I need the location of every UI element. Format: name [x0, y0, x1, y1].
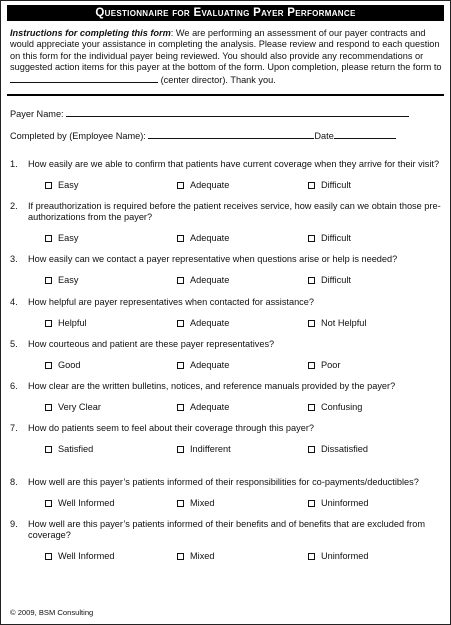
answer-option-label: Mixed [190, 551, 215, 561]
answer-option-label: Difficult [321, 275, 351, 285]
question-number: 5. [10, 339, 18, 349]
completed-by-label: Completed by (Employee Name): [10, 131, 146, 141]
payer-name-label: Payer Name: [10, 109, 64, 119]
question-line: How easily can we contact a payer representative when questions arise or help is needed? [28, 254, 398, 264]
question-line: How courteous and patient are these payer representatives? [28, 339, 275, 349]
answer-option-label: Adequate [190, 402, 230, 412]
copyright-footer: © 2009, BSM Consulting [10, 608, 94, 617]
answer-option[interactable] [177, 402, 229, 413]
answer-option-label: Dissatisfied [321, 444, 368, 454]
answer-option[interactable] [45, 233, 78, 244]
section-divider [7, 94, 444, 96]
answer-option-label: Difficult [321, 233, 351, 243]
date-field[interactable] [334, 129, 396, 139]
checkbox[interactable] [308, 553, 315, 560]
question-number: 4. [10, 297, 18, 307]
answer-option-label: Well Informed [58, 498, 115, 508]
answer-option[interactable] [308, 318, 366, 329]
question-line: How helpful are payer representatives when contacted for assistance? [28, 297, 314, 307]
instructions-block [10, 28, 442, 86]
answer-option[interactable] [45, 318, 87, 329]
answer-option-label: Difficult [321, 180, 351, 190]
question-line: How do patients seem to feel about their coverage through this payer? [28, 423, 315, 433]
checkbox[interactable] [45, 404, 52, 411]
instructions-text: : We are performing an assessment of our payer contracts and would appreciate your assistance in completing the analysis. Please review and respond to each question on this form for the individual payer being reviewed. You should also provide any recommendations or suggested action items for this payer at the bottom of the form. Upon completion, please return the form to [10, 28, 442, 72]
answer-option[interactable] [308, 360, 340, 371]
answer-option[interactable] [45, 498, 115, 509]
checkbox[interactable] [177, 320, 184, 327]
instructions-tail: (center director). Thank you. [160, 75, 276, 86]
checkbox[interactable] [308, 500, 315, 507]
question-number: 6. [10, 381, 18, 391]
answer-option-label: Very Clear [58, 402, 101, 412]
question-number: 8. [10, 477, 18, 487]
question-text [10, 339, 442, 350]
form-title-text: Questionnaire for Evaluating Payer Performance [95, 7, 356, 19]
answer-option-label: Easy [58, 180, 79, 190]
question-line: How clear are the written bulletins, notices, and reference manuals provided by the payer? [28, 381, 396, 391]
answer-option[interactable] [177, 180, 229, 191]
checkbox[interactable] [308, 446, 315, 453]
answer-option[interactable] [308, 402, 362, 413]
checkbox[interactable] [45, 362, 52, 369]
checkbox[interactable] [177, 446, 184, 453]
question-text [10, 477, 442, 488]
answer-option[interactable] [177, 275, 229, 286]
employee-name-field[interactable] [148, 129, 314, 139]
answer-option[interactable] [177, 498, 215, 509]
answer-option[interactable] [308, 498, 369, 509]
answer-option-label: Adequate [190, 318, 230, 328]
checkbox[interactable] [177, 362, 184, 369]
checkbox[interactable] [177, 182, 184, 189]
instructions-lead: Instructions for completing this form [10, 28, 171, 38]
answer-option[interactable] [45, 180, 78, 191]
checkbox[interactable] [177, 277, 184, 284]
answer-option[interactable] [308, 444, 368, 455]
answer-option-label: Helpful [58, 318, 87, 328]
date-label: Date [314, 131, 334, 141]
question-number: 3. [10, 254, 18, 264]
question-text [10, 201, 442, 224]
question-text [10, 297, 442, 308]
answer-option-label: Well Informed [58, 551, 115, 561]
question-line-continued: authorizations from the payer? [28, 212, 153, 223]
answer-option[interactable] [308, 551, 369, 562]
return-to-line[interactable] [10, 73, 158, 83]
answer-option-label: Easy [58, 233, 79, 243]
question-text [10, 381, 442, 392]
answer-option[interactable] [177, 551, 215, 562]
answer-option[interactable] [177, 444, 231, 455]
answer-option[interactable] [45, 444, 93, 455]
checkbox[interactable] [45, 500, 52, 507]
answer-option[interactable] [308, 275, 351, 286]
checkbox[interactable] [177, 500, 184, 507]
question-number: 1. [10, 159, 18, 169]
answer-option-label: Poor [321, 360, 341, 370]
checkbox[interactable] [45, 446, 52, 453]
question-text [10, 423, 442, 434]
checkbox[interactable] [177, 404, 184, 411]
question-line: How easily are we able to confirm that patients have current coverage when they arrive for their visit? [28, 159, 440, 169]
answer-option-label: Adequate [190, 233, 230, 243]
answer-option[interactable] [177, 318, 229, 329]
question-line: If preauthorization is required before the patient receives service, how easily can we obtain those pre- [28, 201, 441, 211]
answer-option-label: Mixed [190, 498, 215, 508]
answer-option[interactable] [45, 402, 101, 413]
question-line-continued: coverage? [28, 530, 71, 541]
payer-name-field[interactable] [66, 107, 409, 117]
answer-option[interactable] [308, 233, 351, 244]
answer-option[interactable] [45, 275, 78, 286]
checkbox[interactable] [177, 553, 184, 560]
checkbox[interactable] [45, 235, 52, 242]
answer-option-label: Uninformed [321, 498, 369, 508]
checkbox[interactable] [308, 182, 315, 189]
answer-option-label: Adequate [190, 180, 230, 190]
question-text [10, 159, 442, 170]
question-number: 9. [10, 519, 18, 529]
checkbox[interactable] [45, 277, 52, 284]
question-number: 7. [10, 423, 18, 433]
question-text [10, 519, 442, 542]
checkbox[interactable] [308, 320, 315, 327]
answer-option-label: Adequate [190, 360, 230, 370]
checkbox[interactable] [45, 320, 52, 327]
answer-option[interactable] [45, 360, 80, 371]
answer-option[interactable] [45, 551, 115, 562]
answer-option-label: Not Helpful [321, 318, 367, 328]
checkbox[interactable] [45, 182, 52, 189]
answer-option-label: Indifferent [190, 444, 231, 454]
answer-option-label: Satisfied [58, 444, 94, 454]
checkbox[interactable] [308, 362, 315, 369]
payer-name-row [10, 107, 409, 120]
checkbox[interactable] [308, 277, 315, 284]
answer-option-label: Easy [58, 275, 79, 285]
checkbox[interactable] [308, 404, 315, 411]
answer-option[interactable] [177, 233, 229, 244]
checkbox[interactable] [177, 235, 184, 242]
answer-option[interactable] [177, 360, 229, 371]
answer-option-label: Adequate [190, 275, 230, 285]
answer-option[interactable] [308, 180, 351, 191]
completed-by-row [10, 129, 396, 142]
checkbox[interactable] [308, 235, 315, 242]
question-number: 2. [10, 201, 18, 211]
question-line: How well are this payer’s patients informed of their responsibilities for co-payments/deductibles? [28, 477, 419, 487]
answer-option-label: Uninformed [321, 551, 369, 561]
form-title [7, 5, 444, 21]
question-line: How well are this payer’s patients informed of their benefits and of benefits that are excluded from [28, 519, 425, 529]
answer-option-label: Good [58, 360, 81, 370]
answer-option-label: Confusing [321, 402, 363, 412]
checkbox[interactable] [45, 553, 52, 560]
question-text [10, 254, 442, 265]
